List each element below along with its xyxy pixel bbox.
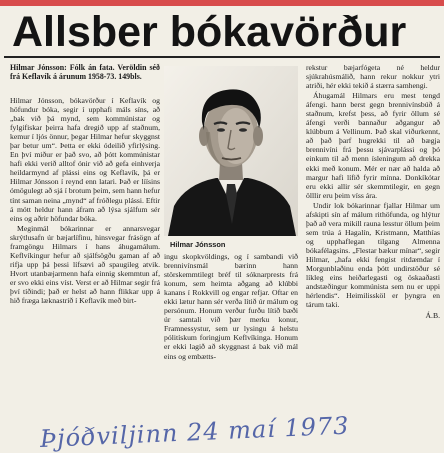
paragraph: Áhugamál Hilmars eru mest tengd áfengi. hann berst gegn brennivínsbúð á staðnum, krefst þess, að fyrir öllum sé áfengi verði bannaður aðgangur að klúbbum á Vellinum. Það skal viðurkennt, að það þarf hugrekki til að bægja brennivíni frá þessu sjávarplássi og þó einkum til að menn ísleningum að drekka ekki með konum. Mér er nær að halda að margur hafi lífið fyrir mínna. Donkíkótar eru ekki allir sér skemmtilegir, en gegn ölllir eru þeim víss ára. [306, 91, 440, 200]
photo-caption: Hilmar Jónsson [170, 240, 226, 249]
article-column-1 [10, 96, 160, 433]
paragraph: Meginmál bókarinnar er annarsvegar skrýtlusafn úr bæjarlífinu, hinsvegar frásögn af framgöngu Hilmars í hans áhugamálum. Keflvíkingur hefur að sjálfsögðu gaman af að rifja upp þá þessi lífsævi að spaugileg atvik. Hvort utanbæjarmenn hafa einnig skemmtun af, er svo ekki eins víst. Verst er að Hilmar segir frá því tíðindi; það er helst að hann flikkar upp á hið fræga læknastríð í Keflavík með birt- [10, 223, 160, 306]
headline-rule [4, 56, 440, 58]
red-header-bar [0, 0, 444, 6]
article-headline: Allsber bókavörður [12, 8, 407, 56]
paragraph: Hilmar Jónsson, bókavörður í Keflavík og höfundur bóka, segir í upphafi máls síns, að „bak við þá mynd, sem kommúnistar og fylgifiskar þeirra hafa dregið upp af staðnum, kemur í ljós önnur, þegar Hilmar hefur skyggnst þar betur um“. Þetta er ekki ódeilið yfirlýsing. En því miður er það svo, að þótt kommúnistar hafi ekki verið alltof ónir við að gefa einhverja heildarmynd af plássi eins og Keflavík, þá er Hilmar Jónsson í reynd enn latari. Það er líísins ómögulegt að sjá í brotum þeim, sem hann hefur tínt saman neina „mynd“ af fróðlegu plássi. Eftir á mótt heldur hann áfram að lýsa sjálfum sér eins og aðrir höfundar bóka. [10, 96, 160, 223]
portrait-image [164, 66, 298, 236]
author-signature: Á.B. [425, 311, 440, 321]
handwritten-source-note: Þjóðviljinn 24 maí 1973 [39, 411, 351, 453]
paragraph: rekstur bæjarfógeta né heldur sjúkrahúsmálið, hann rekur nokkur ytri atriði, hér ekki tekið á stærra samhengi. [306, 63, 440, 91]
book-reference: Hilmar Jónsson: Fólk án fata. Veröldin séð frá Keflavík á árunum 1958-73. 149bls. [10, 63, 160, 82]
article-column-2 [164, 252, 298, 433]
paragraph: ingu skopkvöldings, og í sambandi við brennivínsmál bærinn hann störskemmtilegt bréf til sóknarprests frá konum, sem heimta aðgang að klúbbi kanans í Rokkvill og engar refjar. Oftar en ekki lætur hann sér verða lítið úr málum og persónum. Honum verður furðu lítið bæði úr samtali við þær merku konur, Framnessystur, sem ur lysingu á helstu pólitískum foringjum Keflvíkinga. Honum er ekki lagið að skyggnast á bak við mál eins og embætts- [164, 252, 298, 361]
author-photo [164, 66, 298, 236]
article-column-3 [306, 63, 440, 433]
paragraph: Undir lok bókarinnar fjallar Hilmar um afskipti sín af málum rithöfunda, og hlýtur það að vera mikill rauna lesstur öllum þeim sem trúa á Hagalín, Kristmann, Matthías og upphaflegan tilgang Almenna bókafélagsins. „Flestar bækur mínar“, segir Hilmar, „hafa ekki fengist ritdæmdar í Morgunblaðinu enda þótt undirstöður sé líkleg eins heiðarlegasti og öskaaðasti andstæðingur kommúnista sem nu er uppi hérlendis“. Heimilissköl er þyngra en tárum taki. [306, 200, 440, 310]
